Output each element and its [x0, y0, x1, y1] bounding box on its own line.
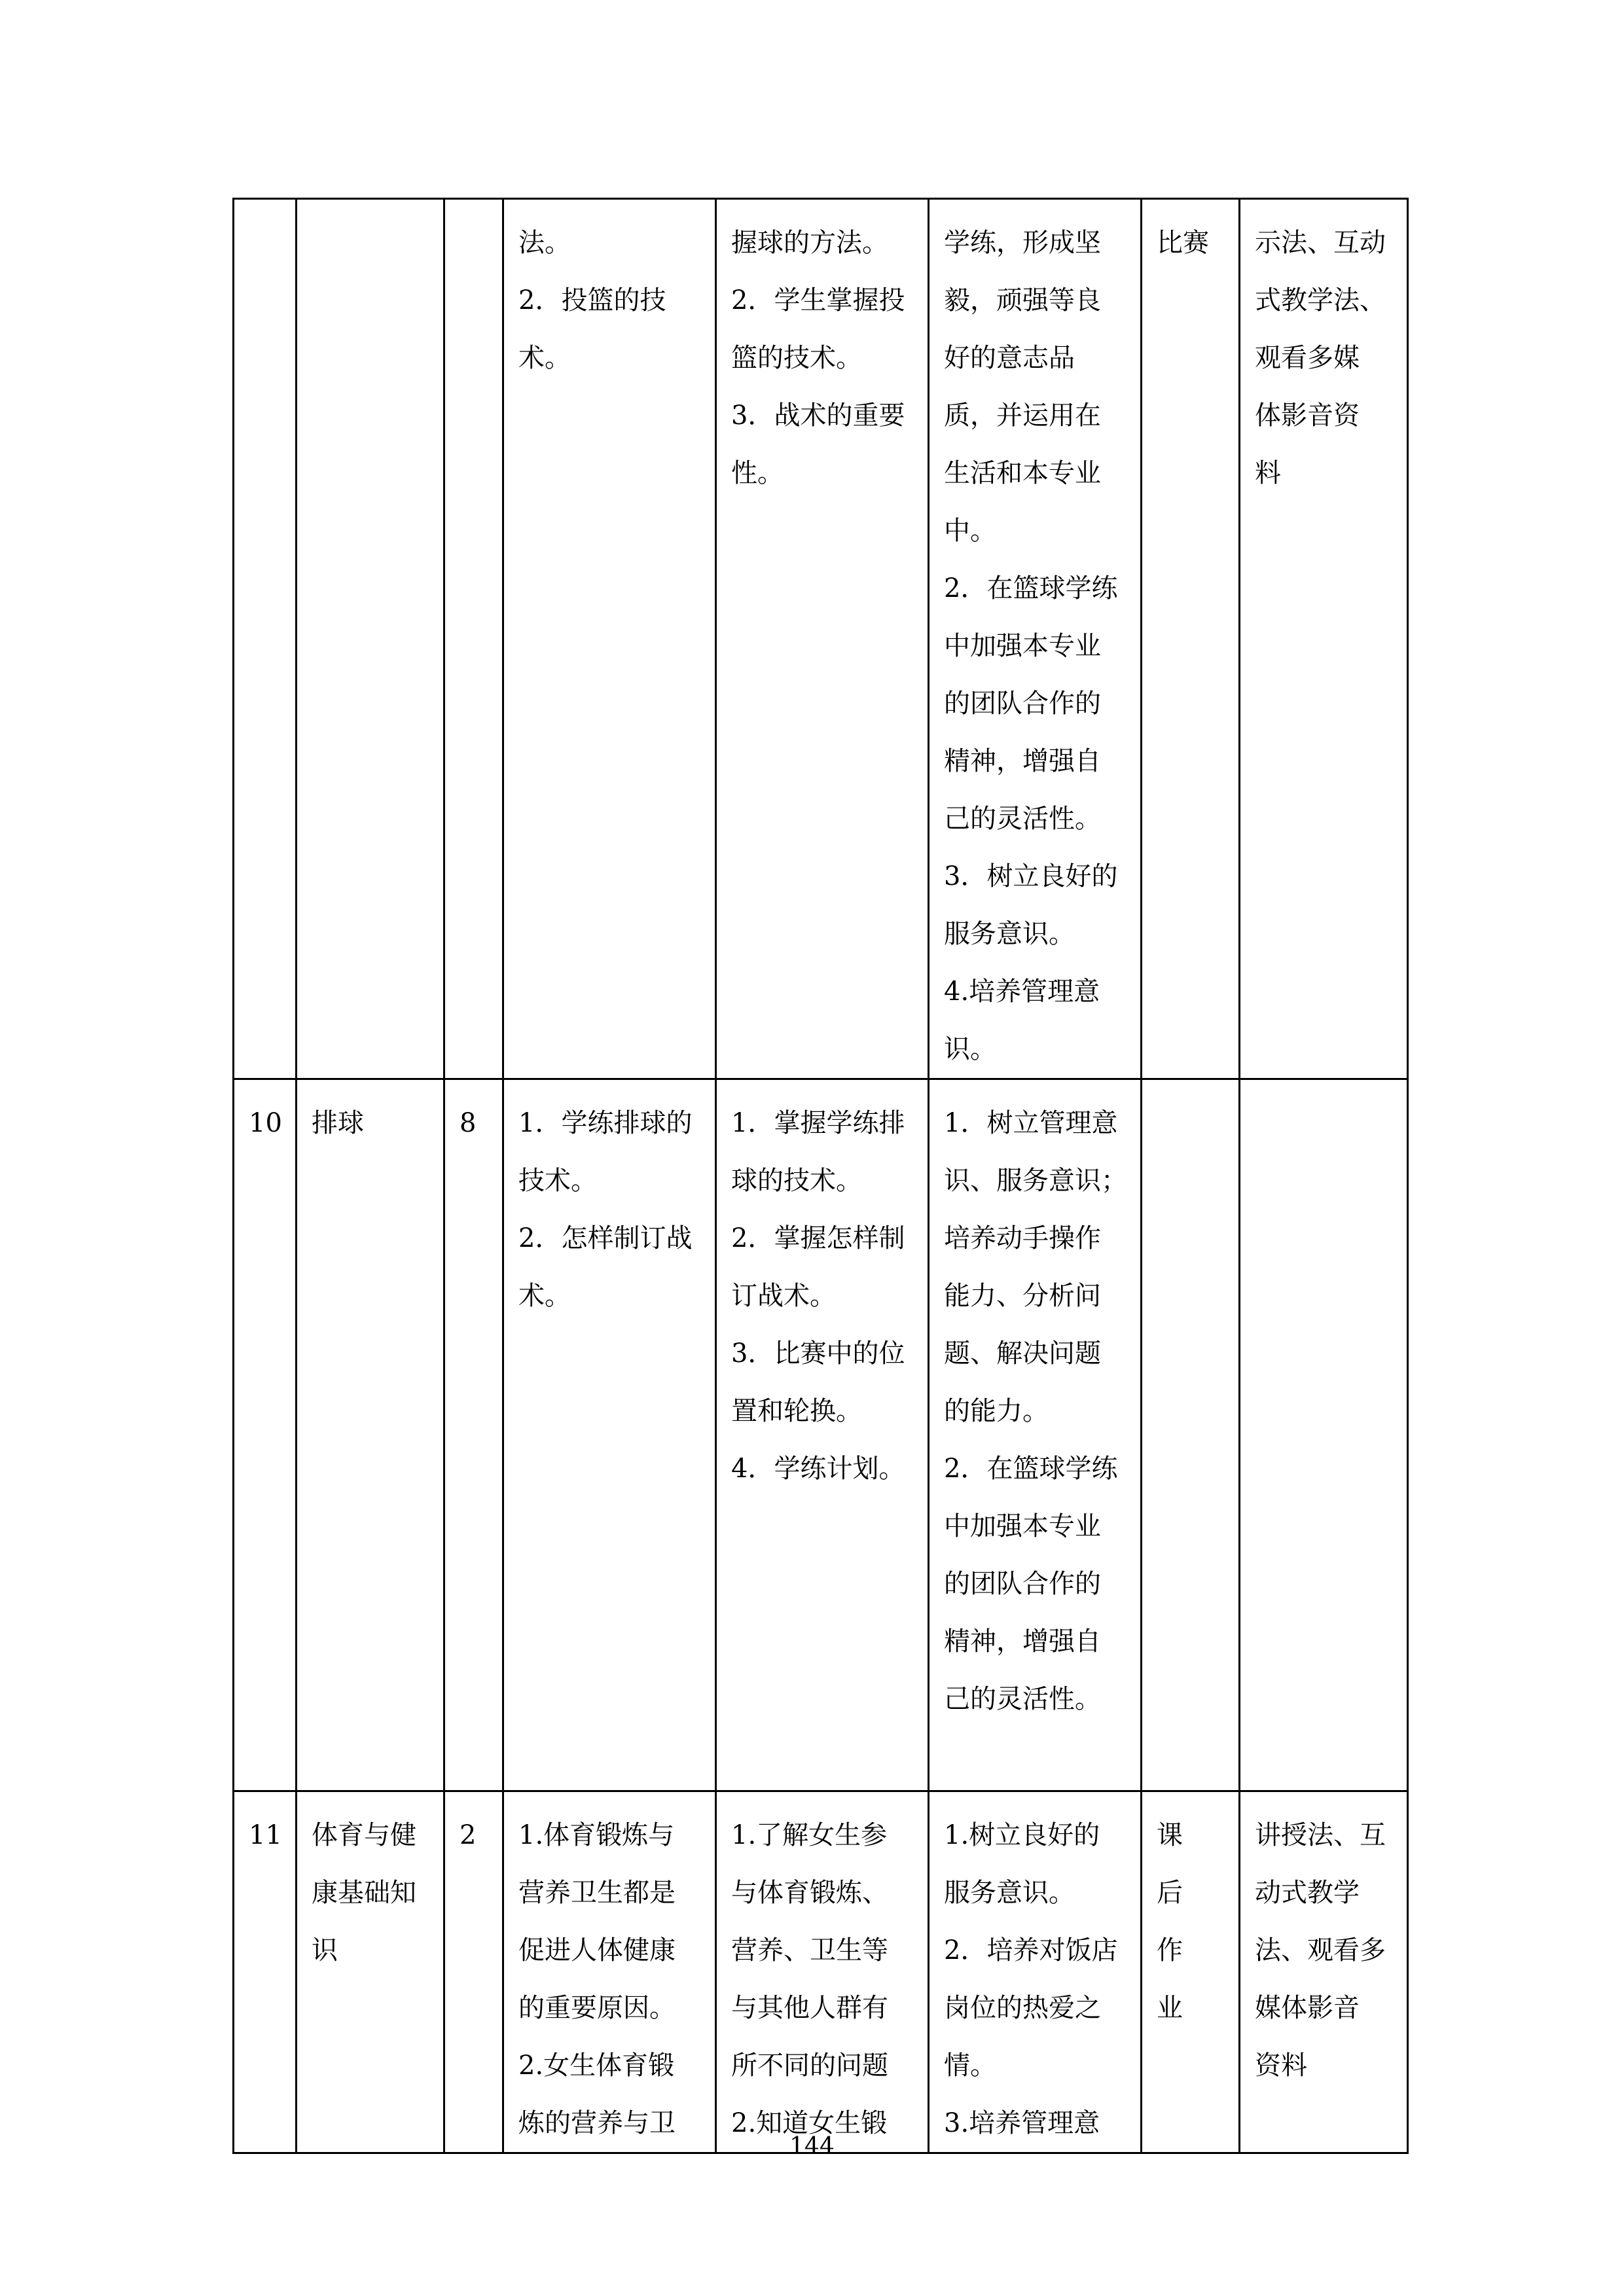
cell-topic	[297, 1791, 444, 2153]
cell-line: 法、观看多	[1255, 1935, 1386, 1965]
cell-line: 2.女生体育锻	[518, 2051, 675, 2081]
cell-line: 排球	[312, 1108, 364, 1138]
cell-quality	[929, 1079, 1142, 1791]
cell-methods	[1240, 199, 1408, 1079]
cell-line: 术。	[518, 343, 571, 373]
cell-line: 1．学练排球的	[518, 1108, 693, 1138]
cell-line: 的团队合作的	[944, 1569, 1101, 1599]
cell-goals	[716, 1791, 929, 2153]
cell-line: 体影音资	[1255, 401, 1360, 431]
cell-line: 讲授法、互	[1255, 1820, 1386, 1850]
table-row	[234, 1079, 1408, 1791]
cell-assessment	[1142, 199, 1240, 1079]
cell-line: 式教学法、	[1255, 285, 1386, 315]
cell-methods	[1240, 1079, 1408, 1791]
cell-hours	[444, 1791, 503, 2153]
cell-line: 置和轮换。	[731, 1396, 862, 1426]
cell-line: 2．掌握怎样制	[731, 1223, 905, 1253]
cell-line: 性。	[731, 458, 784, 488]
cell-line: 3．比赛中的位	[731, 1338, 905, 1369]
cell-text: 2	[460, 1820, 477, 1850]
cell-quality	[929, 199, 1142, 1079]
cell-line: 所不同的问题	[731, 2051, 888, 2081]
cell-line: 球的技术。	[731, 1166, 862, 1196]
cell-line: 法。	[518, 228, 571, 258]
cell-line: 识。	[944, 1034, 996, 1064]
cell-line: 资料	[1255, 2051, 1307, 2081]
cell-line: 业	[1157, 1993, 1183, 2023]
cell-line: 能力、分析问	[944, 1281, 1101, 1311]
cell-line: 4.培养管理意	[944, 977, 1100, 1007]
cell-line: 2．学生掌握投	[731, 285, 905, 315]
cell-content	[503, 1791, 716, 2153]
cell-line: 2．培养对饭店	[944, 1935, 1118, 1965]
cell-line: 4．学练计划。	[731, 1454, 905, 1484]
cell-line: 识、服务意识；	[944, 1166, 1127, 1196]
cell-line: 与其他人群有	[731, 1993, 888, 2023]
cell-line: 动式教学	[1255, 1878, 1360, 1908]
cell-line: 篮的技术。	[731, 343, 862, 373]
cell-line: 炼的营养与卫	[518, 2108, 676, 2138]
cell-line: 培养动手操作	[944, 1223, 1101, 1253]
cell-methods	[1240, 1791, 1408, 2153]
cell-line: 2．怎样制订战	[518, 1223, 693, 1253]
cell-line: 的团队合作的	[944, 689, 1101, 719]
cell-line: 技术。	[518, 1166, 597, 1196]
cell-line: 营养、卫生等	[731, 1935, 888, 1965]
cell-text: 8	[460, 1108, 477, 1138]
cell-line: 1．树立管理意	[944, 1108, 1118, 1138]
cell-line: 示法、互动	[1255, 228, 1386, 258]
cell-line: 握球的方法。	[731, 228, 888, 258]
cell-topic	[297, 1079, 444, 1791]
table-body	[234, 199, 1408, 2153]
cell-line: 1.树立良好的	[944, 1820, 1100, 1850]
page-number: 144	[789, 2133, 835, 2160]
cell-line: 3.培养管理意	[944, 2108, 1100, 2138]
cell-line: 质，并运用在	[944, 401, 1101, 431]
cell-topic	[297, 199, 444, 1079]
cell-hours	[444, 199, 503, 1079]
cell-line: 2.知道女生锻	[731, 2108, 888, 2138]
cell-line: 精神，增强自	[944, 746, 1101, 776]
syllabus-table	[232, 198, 1409, 2154]
cell-line: 课	[1157, 1820, 1183, 1850]
cell-line: 学练，形成坚	[944, 228, 1101, 258]
cell-line: 1.了解女生参	[731, 1820, 888, 1850]
cell-line: 己的灵活性。	[944, 804, 1101, 834]
cell-line: 体育与健	[312, 1820, 416, 1850]
cell-line: 中加强本专业	[944, 1511, 1101, 1541]
table-row	[234, 1791, 1408, 2153]
cell-line: 营养卫生都是	[518, 1878, 676, 1908]
cell-index	[234, 199, 297, 1079]
cell-assessment	[1142, 1791, 1240, 2153]
cell-line: 康基础知	[312, 1878, 416, 1908]
cell-line: 3．战术的重要	[731, 401, 905, 431]
cell-line: 与体育锻炼、	[731, 1878, 888, 1908]
table-row	[234, 199, 1408, 1079]
cell-line: 好的意志品	[944, 343, 1075, 373]
cell-line: 1．掌握学练排	[731, 1108, 905, 1138]
cell-line: 媒体影音	[1255, 1993, 1360, 2023]
cell-line: 识	[312, 1935, 338, 1965]
cell-line: 比赛	[1157, 228, 1209, 258]
cell-line: 观看多媒	[1255, 343, 1360, 373]
cell-line: 毅，顽强等良	[944, 285, 1101, 315]
cell-line: 情。	[944, 2051, 996, 2081]
cell-hours	[444, 1079, 503, 1791]
cell-content	[503, 1079, 716, 1791]
cell-line: 服务意识。	[944, 919, 1075, 949]
cell-line: 作	[1157, 1935, 1183, 1965]
cell-line: 岗位的热爱之	[944, 1993, 1101, 2023]
cell-line: 2．在篮球学练	[944, 573, 1118, 603]
cell-index	[234, 1791, 297, 2153]
cell-text: 10	[249, 1108, 282, 1138]
cell-assessment	[1142, 1079, 1240, 1791]
cell-line: 料	[1255, 458, 1281, 488]
cell-goals	[716, 199, 929, 1079]
cell-line: 题、解决问题	[944, 1338, 1101, 1369]
cell-line: 的能力。	[944, 1396, 1049, 1426]
cell-index	[234, 1079, 297, 1791]
cell-line: 2．投篮的技	[518, 285, 666, 315]
cell-quality	[929, 1791, 1142, 2153]
cell-line: 术。	[518, 1281, 571, 1311]
cell-line: 后	[1157, 1878, 1183, 1908]
cell-line: 精神，增强自	[944, 1626, 1101, 1657]
cell-line: 订战术。	[731, 1281, 836, 1311]
cell-content	[503, 199, 716, 1079]
cell-line: 2．在篮球学练	[944, 1454, 1118, 1484]
cell-line: 中。	[944, 516, 996, 546]
cell-line: 的重要原因。	[518, 1993, 676, 2023]
cell-line: 己的灵活性。	[944, 1684, 1101, 1714]
cell-line: 促进人体健康	[518, 1935, 676, 1965]
cell-goals	[716, 1079, 929, 1791]
cell-line: 1.体育锻炼与	[518, 1820, 675, 1850]
cell-text: 11	[249, 1820, 282, 1850]
cell-line: 生活和本专业	[944, 458, 1101, 488]
cell-line: 服务意识。	[944, 1878, 1075, 1908]
cell-line: 中加强本专业	[944, 631, 1101, 661]
cell-line: 3．树立良好的	[944, 861, 1118, 891]
